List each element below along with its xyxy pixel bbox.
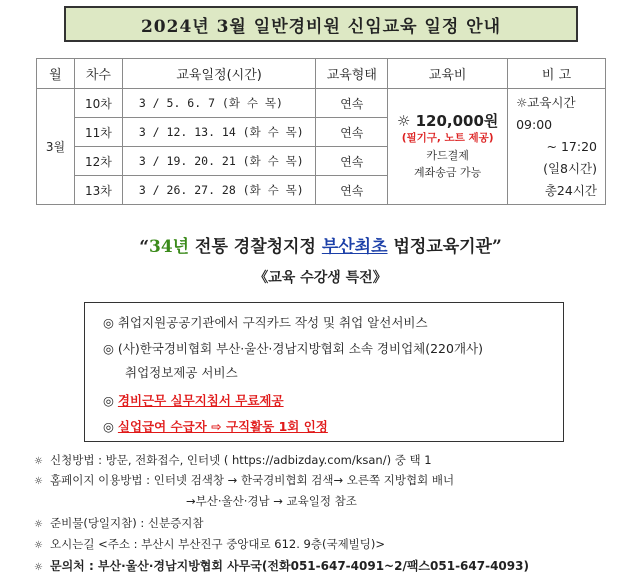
header-month: 월: [37, 59, 75, 89]
remark-line: 09:00: [516, 116, 553, 132]
date-cell: 3 / 19. 20. 21 (화 수 목): [122, 147, 316, 176]
slogan-open-quote: “: [139, 237, 150, 257]
slogan-years: 34년: [149, 237, 190, 257]
date-cell: 3 / 5. 6. 7 (화 수 목): [122, 89, 316, 118]
slogan-highlight: 부산최초: [321, 237, 388, 257]
month-cell: 3월: [37, 89, 75, 205]
table-header-row: [37, 59, 606, 89]
round-cell: 10차: [74, 89, 122, 118]
sun-icon: ☼: [34, 562, 43, 573]
remark-line: 총24시간: [544, 182, 597, 198]
fee-price: ☼ 120,000원: [396, 111, 499, 130]
note-text: 홈페이지 이용방법 : 인터넷 검색창 → 한국경비협회 검색→ 오른쪽 지방협회 배너: [50, 473, 455, 487]
note-homepage-continued: →부산·울산·경남 → 교육일정 참조: [186, 494, 357, 508]
round-cell: 12차: [74, 147, 122, 176]
header-type: 교육형태: [316, 59, 388, 89]
type-cell: 연속: [316, 118, 388, 147]
note-apply: [34, 452, 432, 468]
fee-payment-transfer: 계좌송금 가능: [414, 165, 482, 179]
type-cell: 연속: [316, 89, 388, 118]
round-cell: 11차: [74, 118, 122, 147]
schedule-table: [36, 58, 606, 205]
page-title: 2024년 3월 일반경비원 신임교육 일정 안내: [64, 6, 578, 42]
benefit-bullet: ◎: [103, 393, 118, 408]
benefit-bullet: ◎: [103, 419, 118, 434]
remark-cell: [508, 89, 606, 205]
benefit-heading: 《교육 수강생 특전》: [254, 270, 387, 286]
header-schedule: 교육일정(시간): [122, 59, 316, 89]
note-text: 오시는길 <주소 : 부산시 부산진구 중앙대로 612. 9층(국제빌딩)>: [50, 537, 386, 551]
remark-line: (일8시간): [543, 160, 597, 176]
slogan-end: 법정교육기관”: [387, 237, 502, 257]
sun-icon: ☼: [34, 476, 43, 487]
benefit-highlight: 실업급여 수급자 ⇨ 구직활동 1회 인정: [117, 419, 328, 434]
slogan-middle: 전통 경찰청지정: [189, 237, 322, 257]
benefit-item: ◎ 취업지원공공기관에서 구직카드 작성 및 취업 알선서비스: [103, 315, 428, 330]
header-round: 차수: [74, 59, 122, 89]
fee-payment-card: 카드결제: [426, 148, 469, 162]
benefit-highlight: 경비근무 실무지침서 무료제공: [117, 393, 284, 408]
date-cell: 3 / 12. 13. 14 (화 수 목): [122, 118, 316, 147]
sun-icon: ☼: [34, 540, 43, 551]
remark-line: ☼교육시간: [516, 94, 576, 110]
remark-line: ~ 17:20: [546, 138, 597, 154]
sun-icon: ☼: [34, 456, 43, 467]
type-cell: 연속: [316, 176, 388, 205]
note-text: 신청방법 : 방문, 전화접수, 인터넷 ( https://adbizday.com/ksan/) 중 택 1: [50, 453, 432, 467]
header-remark: 비 고: [508, 59, 606, 89]
benefits-box: [84, 302, 564, 442]
slogan-heading: [0, 232, 641, 257]
note-text: 준비물(당일지참) : 신분증지참: [50, 516, 204, 530]
round-cell: 13차: [74, 176, 122, 205]
table-row: [37, 89, 606, 118]
fee-note: (필기구, 노트 제공): [401, 131, 494, 144]
benefit-item: ◎ (사)한국경비협회 부산·울산·경남지방협회 소속 경비업체(220개사): [103, 341, 483, 356]
note-materials: [34, 515, 203, 531]
note-contact: [34, 557, 529, 574]
note-homepage: [34, 472, 454, 488]
benefit-item-continued: 취업정보제공 서비스: [125, 365, 238, 380]
date-cell: 3 / 26. 27. 28 (화 수 목): [122, 176, 316, 205]
note-text: 문의처 : 부산·울산·경남지방협회 사무국(전화051-647-4091~2/팩스051-647-4093): [50, 559, 529, 573]
benefit-item: [103, 391, 284, 409]
fee-cell: [388, 89, 508, 205]
note-directions: [34, 536, 385, 552]
header-fee: 교육비: [388, 59, 508, 89]
type-cell: 연속: [316, 147, 388, 176]
sun-icon: ☼: [34, 519, 43, 530]
benefit-item: [103, 417, 328, 435]
